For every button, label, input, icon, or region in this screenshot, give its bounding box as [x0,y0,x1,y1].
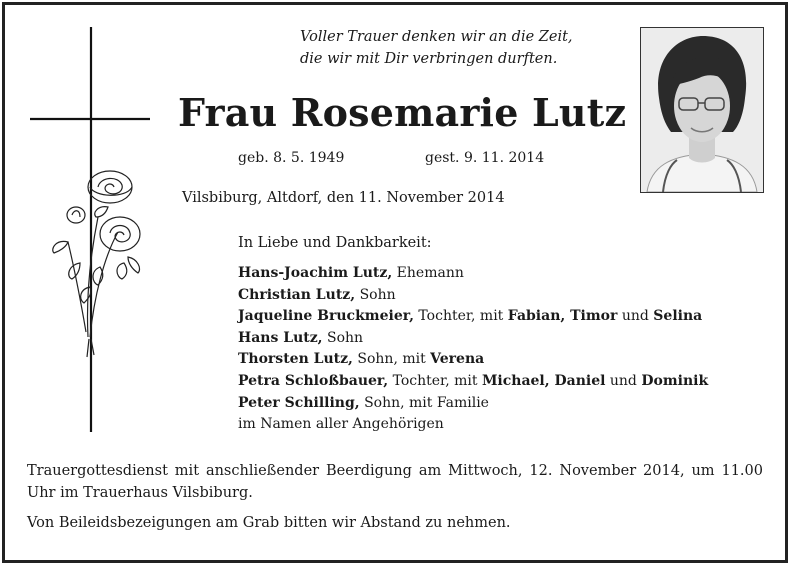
mourner-relation: Sohn [322,329,364,346]
portrait-photo [640,27,764,193]
mourner-name: Fabian, Timor [507,308,618,325]
mourner-name: Verena [430,351,485,368]
mourner-name: Hans-Joachim Lutz, [238,265,393,281]
gratitude-intro: In Liebe und Dankbarkeit: [238,235,432,251]
mourner-name: Peter Schilling, [238,394,360,411]
mourner-relation: Tochter, mit [388,372,482,389]
mourner-relation: und [617,308,654,325]
closing-request: Von Beileidsbezeigungen am Grab bitten wir Abstand zu nehmen. [27,515,511,531]
mourner-relation: und [605,372,642,389]
mourner-name: Christian Lutz, [238,286,356,303]
mourner-name: Dominik [641,372,709,389]
mourner-name: Hans Lutz, [238,329,323,346]
mourner-row [238,371,708,393]
verse-line: die wir mit Dir verbringen durften. [300,51,558,67]
mourner-row [238,263,708,285]
mourner-name: Petra Schloßbauer, [238,372,389,389]
funeral-service-info: Trauergottesdienst mit anschließender Beerdigung am Mittwoch, 12. November 2014, um 11.00 Uhr im Trauerhaus Vilsbiburg. [27,463,763,501]
mourner-relation: Ehemann [392,265,464,281]
mourner-row [238,328,708,350]
mourner-name: Jaqueline Bruckmeier, [238,308,414,325]
mourner-row [238,393,708,415]
deceased-name: Frau Rosemarie Lutz [178,90,627,135]
mourner-relation: im Namen aller Angehörigen [238,416,444,433]
verse-line: Voller Trauer denken wir an die Zeit, [300,29,573,45]
place-and-date: Vilsbiburg, Altdorf, den 11. November 2014 [182,190,505,206]
cross-icon [28,27,168,437]
mourner-relation: Tochter, mit [413,308,508,325]
rose-bouquet-icon [53,171,140,357]
mourner-name: Thorsten Lutz, [238,351,353,368]
mourners-list [238,263,708,436]
verse [300,26,573,70]
mourner-name: Selina [653,308,703,325]
mourner-name: Michael, Daniel [481,372,606,389]
mourner-row [238,285,708,307]
death-date: gest. 9. 11. 2014 [425,150,545,166]
mourner-relation: Sohn, mit [352,351,431,368]
birth-date: geb. 8. 5. 1949 [238,150,345,166]
mourner-relation: Sohn, mit Familie [359,394,489,411]
mourner-row [238,414,708,436]
mourner-row [238,306,708,328]
mourner-relation: Sohn [355,286,396,303]
mourner-row [238,349,708,371]
